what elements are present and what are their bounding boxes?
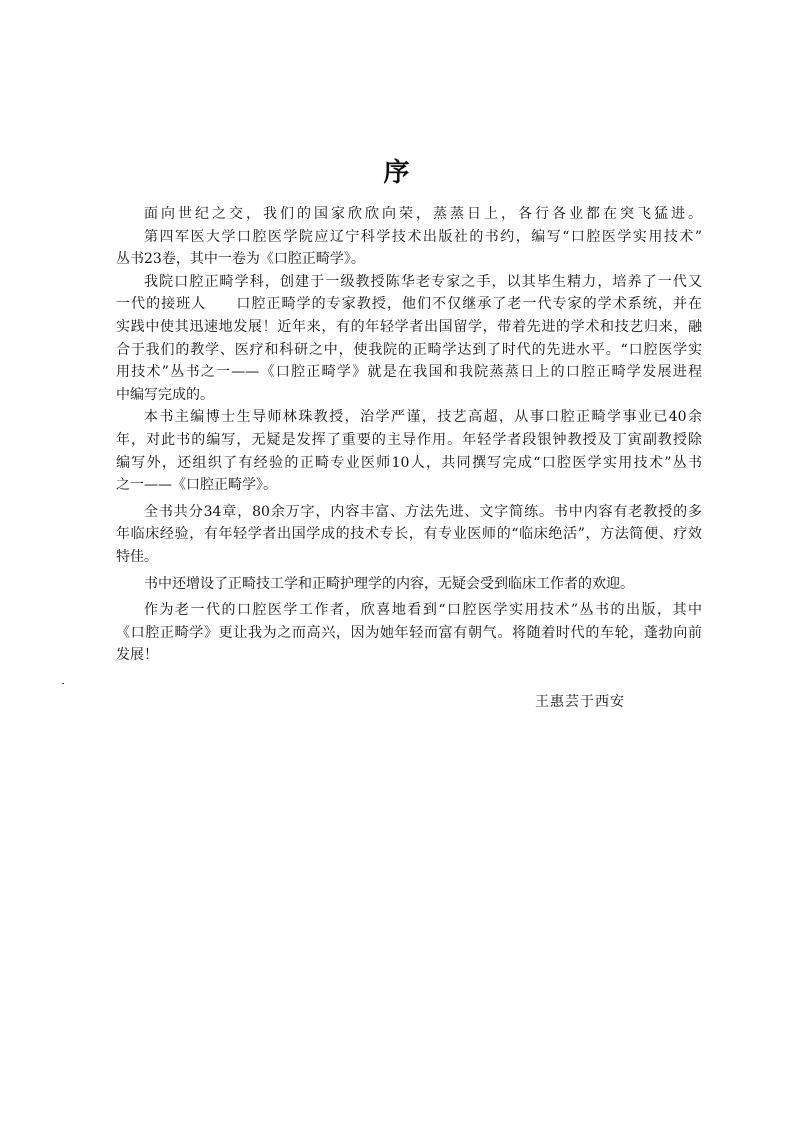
scan-speck — [62, 683, 64, 684]
preface-body — [116, 203, 702, 667]
text-line: 面向世纪之交，我们的国家欣欣向荣，蒸蒸日上，各行各业都在突飞猛进。 — [144, 206, 702, 222]
text-line: 特佳。 — [116, 548, 158, 565]
signature: 王惠芸于西安 — [535, 694, 625, 710]
text-line: 一代的接班人 口腔正畸学的专家教授，他们不仅继承了老一代专家的学术系统，并在 — [116, 296, 702, 313]
text-line: 全书共分34章，80余万字，内容丰富、方法先进、文字简练。书中内容有老教授的多 — [144, 503, 702, 520]
text-line: 我院口腔正畸学科，创建于一级教授陈华老专家之手，以其毕生精力，培养了一代又 — [144, 273, 702, 290]
text-line: 本书主编博士生导师林珠教授，治学严谨，技艺高超，从事口腔正畸学事业已40余 — [144, 409, 702, 426]
text-line: 合于我们的教学、医疗和科研之中，使我院的正畸学达到了时代的先进水平。“口腔医学实 — [116, 341, 702, 358]
text-line: 中编写完成的。 — [116, 386, 214, 403]
text-line: 年临床经验，有年轻学者出国学成的技术专长，有专业医师的“临床绝活”，方法简便、疗效 — [116, 526, 702, 543]
text-line: 丛书23卷，其中一卷为《口腔正畸学》。 — [116, 251, 365, 268]
text-line: 《口腔正畸学》更让我为之而高兴，因为她年轻而富有朝气。将随着时代的车轮，蓬勃向前 — [116, 624, 702, 641]
text-line: 用技术”丛书之一——《口腔正畸学》就是在我国和我院蒸蒸日上的口腔正畸学发展进程 — [116, 364, 702, 381]
text-line: 年，对此书的编写，无疑是发挥了重要的主导作用。年轻学者段银钟教授及丁寅副教授除 — [116, 431, 702, 448]
text-line: 实践中使其迅速地发展！近年来，有的年轻学者出国留学，带着先进的学术和技艺归来，融 — [116, 318, 702, 335]
text-line: 发展！ — [116, 647, 158, 664]
text-line: 作为老一代的口腔医学工作者，欣喜地看到“口腔医学实用技术”丛书的出版，其中 — [144, 602, 702, 619]
text-line: 编写外，还组织了有经验的正畸专业医师10人，共同撰写完成“口腔医学实用技术”丛书 — [116, 454, 702, 471]
text-line: 书中还增设了正畸技工学和正畸护理学的内容，无疑会受到临床工作者的欢迎。 — [144, 575, 634, 592]
text-line: 之一——《口腔正畸学》。 — [116, 477, 277, 494]
preface-title: 序 — [383, 158, 410, 188]
text-line: 第四军医大学口腔医学院应辽宁科学技术出版社的书约，编写“口腔医学实用技术” — [144, 228, 702, 245]
